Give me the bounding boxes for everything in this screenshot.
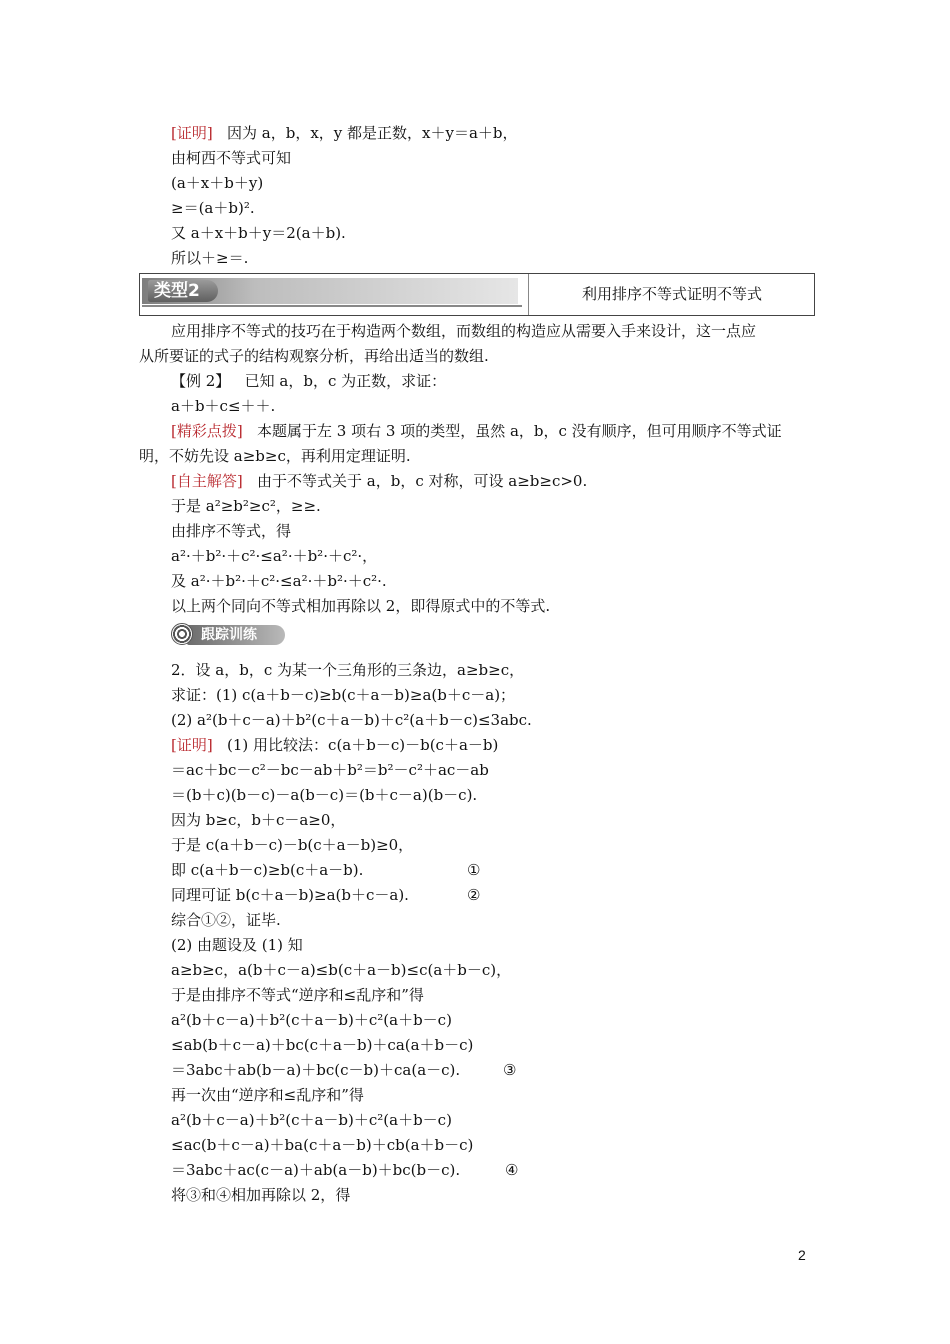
proof1-line-1 bbox=[171, 123, 518, 143]
proof2-line: 同理可证 b(c＋a－b)≥a(b＋c－a). bbox=[171, 886, 409, 904]
tracking-badge bbox=[171, 623, 287, 647]
circled-mark-4: ④ bbox=[505, 1161, 519, 1179]
answer-line-6: 以上两个同向不等式相加再除以 2，即得原式中的不等式. bbox=[171, 597, 551, 615]
proof2-first: (1) 用比较法：c(a＋b－c)－b(c＋a－b) bbox=[227, 736, 499, 754]
circled-mark-1: ① bbox=[467, 861, 481, 879]
proof2-line: ≤ac(b＋c－a)＋ba(c＋a－b)＋cb(a＋b－c) bbox=[171, 1136, 474, 1154]
proof-tag: [证明] bbox=[171, 124, 213, 142]
answer-line-5: 及 a²·＋b²·＋c²·≤a²·＋b²·＋c²·. bbox=[171, 572, 387, 590]
answer-line-3: 由排序不等式，得 bbox=[171, 522, 292, 540]
type-title: 利用排序不等式证明不等式 bbox=[528, 274, 815, 315]
hint-tag: [精彩点拨] bbox=[171, 422, 243, 440]
answer-line-2: 于是 a²≥b²≥c²，≥≥. bbox=[171, 497, 321, 515]
tracking-label: 跟踪训练 bbox=[187, 625, 285, 645]
proof2-line: a≥b≥c，a(b＋c－a)≤b(c＋a－b)≤c(a＋b－c)， bbox=[171, 961, 512, 979]
exercise-line-1: 2．设 a，b，c 为某一个三角形的三条边，a≥b≥c， bbox=[171, 661, 525, 679]
exercise-line-2: 求证：(1) c(a＋b－c)≥b(c＋a－b)≥a(b＋c－a)； bbox=[171, 686, 516, 704]
proof1-text: 因为 a，b，x，y 都是正数，x＋y＝a＋b， bbox=[227, 124, 518, 142]
example-formula: a＋b＋c≤＋＋. bbox=[171, 397, 276, 415]
proof2-line: ＝3abc＋ab(b－a)＋bc(c－b)＋ca(a－c). bbox=[171, 1061, 461, 1079]
proof2-line: 将③和④相加再除以 2，得 bbox=[171, 1186, 351, 1204]
answer-line-4: a²·＋b²·＋c²·≤a²·＋b²·＋c²·， bbox=[171, 547, 378, 565]
page-number: 2 bbox=[798, 1247, 806, 1263]
proof2-line: 于是由排序不等式“逆序和≤乱序和”得 bbox=[171, 986, 424, 1004]
proof2-line: a²(b＋c－a)＋b²(c＋a－b)＋c²(a＋b－c) bbox=[171, 1011, 452, 1029]
type-underline bbox=[142, 305, 522, 307]
example-line bbox=[171, 371, 446, 391]
proof2-line: 再一次由“逆序和≤乱序和”得 bbox=[171, 1086, 364, 1104]
intro-line-2: 从所要证的式子的结构观察分析，再给出适当的数组. bbox=[139, 347, 489, 365]
proof2-line: (2) 由题设及 (1) 知 bbox=[171, 936, 303, 954]
proof2-line: ≤ab(b＋c－a)＋bc(c＋a－b)＋ca(a＋b－c) bbox=[171, 1036, 474, 1054]
proof-tag: [证明] bbox=[171, 736, 213, 754]
proof1-line-4: ≥＝(a＋b)². bbox=[171, 199, 255, 217]
circled-mark-2: ② bbox=[467, 886, 481, 904]
proof2-line: 因为 b≥c，b＋c－a≥0， bbox=[171, 811, 346, 829]
proof2-line: ＝(b＋c)(b－c)－a(b－c)＝(b＋c－a)(b－c). bbox=[171, 786, 478, 804]
proof2-line: ＝ac＋bc－c²－bc－ab＋b²＝b²－c²＋ac－ab bbox=[171, 761, 489, 779]
type-heading-box bbox=[139, 273, 815, 316]
proof2-line: 综合①②，证毕. bbox=[171, 911, 281, 929]
proof2-line: a²(b＋c－a)＋b²(c＋a－b)＋c²(a＋b－c) bbox=[171, 1111, 452, 1129]
hint-line-1 bbox=[171, 421, 782, 441]
circled-mark-3: ③ bbox=[503, 1061, 517, 1079]
proof2-line: 于是 c(a＋b－c)－b(c＋a－b)≥0， bbox=[171, 836, 414, 854]
proof1-line-5: 又 a＋x＋b＋y＝2(a＋b). bbox=[171, 224, 346, 242]
example-tag: 【例 2】 bbox=[171, 372, 231, 390]
answer-text: 由于不等式关于 a，b，c 对称，可设 a≥b≥c>0. bbox=[257, 472, 588, 490]
target-icon bbox=[171, 623, 193, 645]
proof2-line-1 bbox=[171, 735, 498, 755]
answer-line-1 bbox=[171, 471, 587, 491]
proof2-line: 即 c(a＋b－c)≥b(c＋a－b). bbox=[171, 861, 364, 879]
intro-line-1: 应用排序不等式的技巧在于构造两个数组，而数组的构造应从需要入手来设计，这一点应 bbox=[171, 322, 757, 340]
answer-tag: [自主解答] bbox=[171, 472, 243, 490]
proof1-line-2: 由柯西不等式可知 bbox=[171, 149, 292, 167]
hint-line-2: 明，不妨先设 a≥b≥c，再利用定理证明. bbox=[139, 447, 411, 465]
type-label: 类型2 bbox=[148, 280, 218, 302]
proof2-line: ＝3abc＋ac(c－a)＋ab(a－b)＋bc(b－c). bbox=[171, 1161, 461, 1179]
proof1-line-6: 所以＋≥＝. bbox=[171, 249, 249, 267]
proof1-line-3: (a＋x＋b＋y) bbox=[171, 174, 264, 192]
hint-text: 本题属于左 3 项右 3 项的类型，虽然 a，b，c 没有顺序，但可用顺序不等式证 bbox=[257, 422, 782, 440]
exercise-line-3: (2) a²(b＋c－a)＋b²(c＋a－b)＋c²(a＋b－c)≤3abc. bbox=[171, 711, 532, 729]
example-statement: 已知 a，b，c 为正数，求证： bbox=[244, 372, 447, 390]
